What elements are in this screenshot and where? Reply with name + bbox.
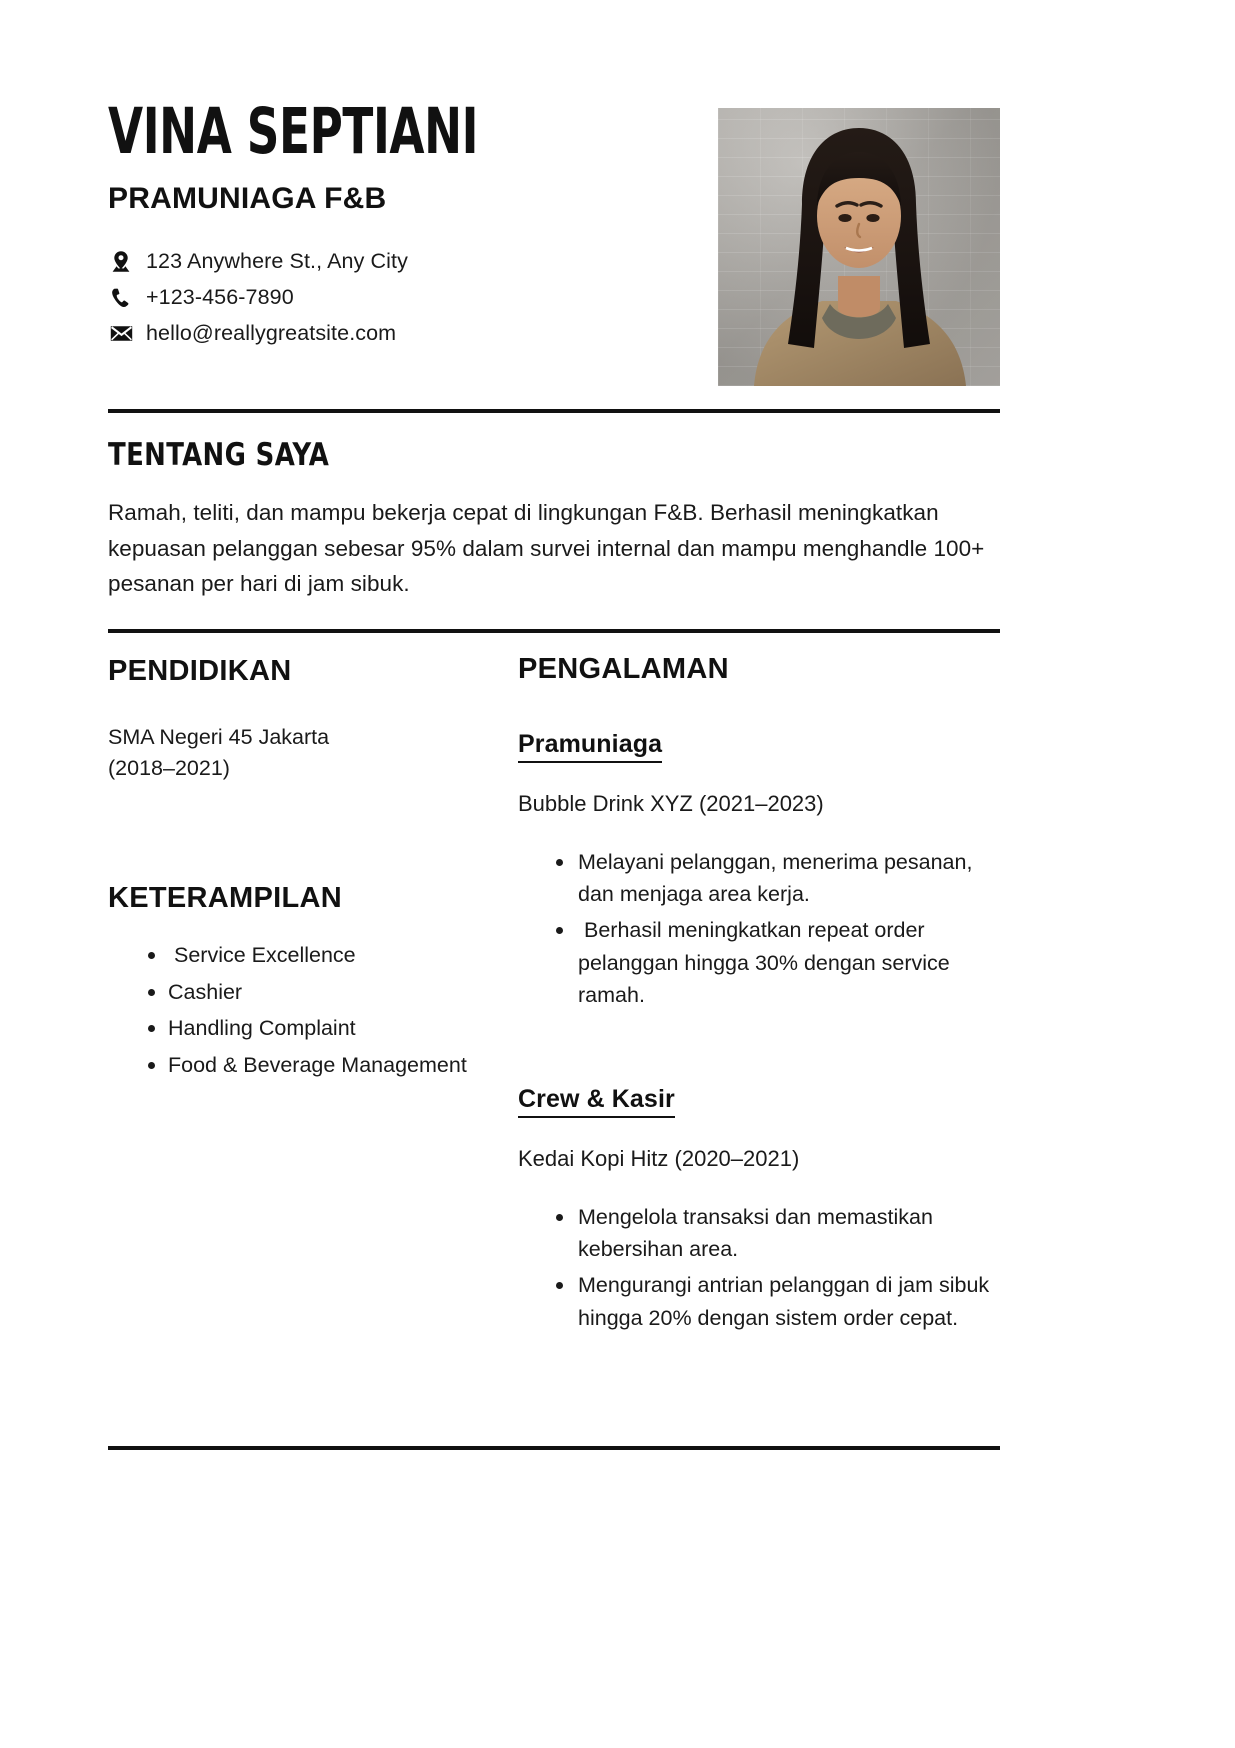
- contact-email-text: hello@reallygreatsite.com: [146, 321, 397, 346]
- about-section: [108, 437, 1003, 602]
- profile-photo: [718, 108, 1000, 386]
- experience-company: Bubble Drink XYZ (2021–2023): [518, 791, 824, 816]
- skills-heading: KETERAMPILAN: [108, 882, 342, 915]
- education-entry: [108, 722, 508, 784]
- contact-list: [108, 247, 688, 348]
- contact-address-text: 123 Anywhere St., Any City: [146, 249, 408, 273]
- about-heading: TENTANG SAYA: [108, 437, 330, 473]
- experience-entry-2: [518, 1085, 1003, 1334]
- skills-list: [108, 940, 508, 1080]
- contact-email: [108, 319, 688, 348]
- right-column: [518, 653, 1003, 1338]
- list-item: Mengurangi antrian pelanggan di jam sibuk hingga 20% dengan sistem order cepat.: [556, 1269, 1003, 1334]
- phone-icon: [108, 286, 134, 310]
- resume-header: [108, 95, 1000, 390]
- divider-header: [108, 409, 1000, 413]
- divider-footer: [108, 1446, 1000, 1450]
- education-years: (2018–2021): [108, 756, 230, 781]
- experience-role: Crew & Kasir: [518, 1085, 675, 1118]
- education-school: SMA Negeri 45 Jakarta: [108, 725, 330, 749]
- experience-role: Pramuniaga: [518, 730, 662, 763]
- experience-heading: PENGALAMAN: [518, 653, 729, 685]
- list-item: Berhasil meningkatkan repeat order pelanggan hingga 30% dengan service ramah.: [556, 914, 1003, 1011]
- contact-phone: [108, 283, 688, 312]
- contact-address: [108, 247, 688, 276]
- list-item: Mengelola transaksi dan memastikan kebersihan area.: [556, 1201, 1003, 1266]
- list-item: Melayani pelanggan, menerima pesanan, dan menjaga area kerja.: [556, 846, 1003, 911]
- experience-bullets: [518, 846, 1003, 1011]
- contact-phone-text: +123-456-7890: [146, 285, 294, 310]
- header-text-block: [108, 95, 688, 355]
- experience-bullets: [518, 1201, 1003, 1334]
- location-pin-icon: [108, 250, 134, 274]
- list-item: Food & Beverage Management: [148, 1050, 508, 1081]
- education-heading: PENDIDIKAN: [108, 655, 292, 687]
- page-title: VINA SEPTIANI: [108, 95, 479, 168]
- list-item: Handling Complaint: [148, 1013, 508, 1044]
- divider-about: [108, 629, 1000, 633]
- experience-entry-1: [518, 730, 1003, 1011]
- left-column: [108, 655, 508, 1086]
- envelope-icon: [108, 322, 134, 346]
- experience-company: Kedai Kopi Hitz (2020–2021): [518, 1146, 800, 1172]
- list-item: Cashier: [148, 977, 508, 1008]
- list-item: Service Excellence: [148, 940, 508, 971]
- job-title: PRAMUNIAGA F&B: [108, 182, 387, 215]
- about-text: Ramah, teliti, dan mampu bekerja cepat di lingkungan F&B. Berhasil meningkatkan kepuasan pelanggan sebesar 95% dalam survei internal dan mampu menghandle 100+ pesanan per hari di jam sibuk.: [108, 500, 985, 597]
